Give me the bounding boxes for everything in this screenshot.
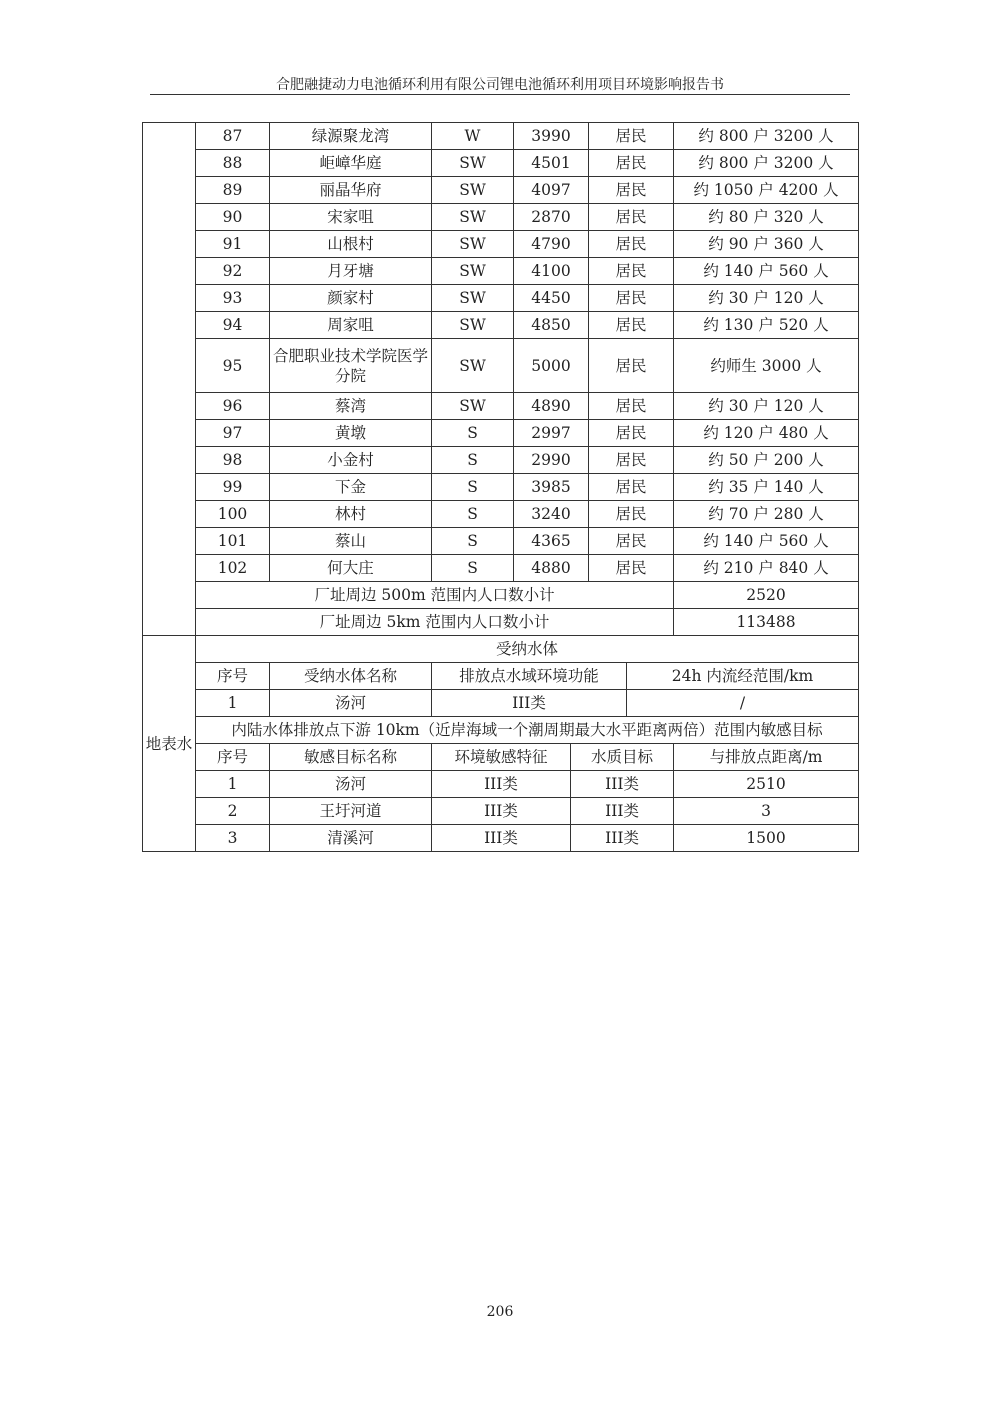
name-cell: 岠嶂华庭 xyxy=(270,150,432,177)
table-cell: III类 xyxy=(571,771,674,798)
header-rule xyxy=(150,94,850,95)
distance-cell: 4890 xyxy=(514,393,589,420)
resident-row xyxy=(143,420,859,447)
type-cell: 居民 xyxy=(589,285,674,312)
seq-cell: 98 xyxy=(196,447,270,474)
type-cell: 居民 xyxy=(589,528,674,555)
name-cell: 下金 xyxy=(270,474,432,501)
population-cell: 约 210 户 840 人 xyxy=(674,555,859,582)
resident-row xyxy=(143,285,859,312)
table-cell: III类 xyxy=(571,798,674,825)
header-cell: 24h 内流经范围/km xyxy=(627,663,859,690)
resident-row xyxy=(143,231,859,258)
type-cell: 居民 xyxy=(589,177,674,204)
direction-cell: S xyxy=(432,447,514,474)
resident-row xyxy=(143,528,859,555)
type-cell: 居民 xyxy=(589,474,674,501)
category-cell xyxy=(143,123,196,636)
distance-cell: 2870 xyxy=(514,204,589,231)
direction-cell: SW xyxy=(432,204,514,231)
table-cell: 2510 xyxy=(674,771,859,798)
type-cell: 居民 xyxy=(589,123,674,150)
seq-cell: 96 xyxy=(196,393,270,420)
type-cell: 居民 xyxy=(589,231,674,258)
table-cell: 3 xyxy=(674,798,859,825)
population-cell: 约 140 户 560 人 xyxy=(674,258,859,285)
direction-cell: S xyxy=(432,501,514,528)
table-cell: 1 xyxy=(196,690,270,717)
population-cell: 约 140 户 560 人 xyxy=(674,528,859,555)
receiving-row xyxy=(143,690,859,717)
seq-cell: 95 xyxy=(196,339,270,393)
header-cell: 环境敏感特征 xyxy=(432,744,571,771)
resident-row xyxy=(143,393,859,420)
type-cell: 居民 xyxy=(589,150,674,177)
table-cell: 1500 xyxy=(674,825,859,852)
seq-cell: 92 xyxy=(196,258,270,285)
subtotal-value: 2520 xyxy=(674,582,859,609)
resident-row xyxy=(143,501,859,528)
header-cell: 序号 xyxy=(196,663,270,690)
subtotal-label: 厂址周边 5km 范围内人口数小计 xyxy=(196,609,674,636)
population-cell: 约 50 户 200 人 xyxy=(674,447,859,474)
distance-cell: 4880 xyxy=(514,555,589,582)
table-cell: 汤河 xyxy=(270,690,432,717)
section-row xyxy=(143,636,859,663)
seq-cell: 88 xyxy=(196,150,270,177)
name-cell: 周家咀 xyxy=(270,312,432,339)
subtotal-row xyxy=(143,609,859,636)
name-cell: 月牙塘 xyxy=(270,258,432,285)
direction-cell: S xyxy=(432,420,514,447)
resident-row xyxy=(143,150,859,177)
table-cell: 清溪河 xyxy=(270,825,432,852)
direction-cell: SW xyxy=(432,150,514,177)
seq-cell: 89 xyxy=(196,177,270,204)
type-cell: 居民 xyxy=(589,312,674,339)
direction-cell: SW xyxy=(432,258,514,285)
name-cell: 绿源聚龙湾 xyxy=(270,123,432,150)
table-cell: III类 xyxy=(432,690,627,717)
distance-cell: 4097 xyxy=(514,177,589,204)
seq-cell: 90 xyxy=(196,204,270,231)
population-cell: 约 30 户 120 人 xyxy=(674,393,859,420)
direction-cell: SW xyxy=(432,312,514,339)
subtotal-row xyxy=(143,582,859,609)
distance-cell: 2997 xyxy=(514,420,589,447)
seq-cell: 99 xyxy=(196,474,270,501)
seq-cell: 102 xyxy=(196,555,270,582)
page-number: 206 xyxy=(486,1304,514,1320)
type-cell: 居民 xyxy=(589,447,674,474)
distance-cell: 2990 xyxy=(514,447,589,474)
resident-row xyxy=(143,474,859,501)
name-cell: 山根村 xyxy=(270,231,432,258)
sensitive-targets-table xyxy=(142,122,859,852)
population-cell: 约 30 户 120 人 xyxy=(674,285,859,312)
name-cell: 蔡湾 xyxy=(270,393,432,420)
header-cell: 水质目标 xyxy=(571,744,674,771)
name-cell: 丽晶华府 xyxy=(270,177,432,204)
distance-cell: 4365 xyxy=(514,528,589,555)
population-cell: 约 70 户 280 人 xyxy=(674,501,859,528)
table-cell: III类 xyxy=(432,798,571,825)
table-cell: III类 xyxy=(571,825,674,852)
seq-cell: 93 xyxy=(196,285,270,312)
direction-cell: S xyxy=(432,555,514,582)
resident-row xyxy=(143,123,859,150)
population-cell: 约 800 户 3200 人 xyxy=(674,150,859,177)
resident-row xyxy=(143,339,859,393)
table-cell: 1 xyxy=(196,771,270,798)
population-cell: 约 90 户 360 人 xyxy=(674,231,859,258)
subtotal-label: 厂址周边 500m 范围内人口数小计 xyxy=(196,582,674,609)
name-cell: 合肥职业技术学院医学分院 xyxy=(270,339,432,393)
seq-cell: 91 xyxy=(196,231,270,258)
header-cell: 敏感目标名称 xyxy=(270,744,432,771)
seq-cell: 97 xyxy=(196,420,270,447)
distance-cell: 5000 xyxy=(514,339,589,393)
population-cell: 约师生 3000 人 xyxy=(674,339,859,393)
type-cell: 居民 xyxy=(589,555,674,582)
type-cell: 居民 xyxy=(589,501,674,528)
direction-cell: S xyxy=(432,528,514,555)
population-cell: 约 130 户 520 人 xyxy=(674,312,859,339)
surface-water-label: 地表水 xyxy=(143,636,196,852)
direction-cell: SW xyxy=(432,285,514,312)
population-cell: 约 800 户 3200 人 xyxy=(674,123,859,150)
population-cell: 约 35 户 140 人 xyxy=(674,474,859,501)
resident-row xyxy=(143,447,859,474)
table-cell: / xyxy=(627,690,859,717)
header-row xyxy=(143,744,859,771)
table-cell: 王圩河道 xyxy=(270,798,432,825)
table-cell: III类 xyxy=(432,771,571,798)
name-cell: 林村 xyxy=(270,501,432,528)
sensitive-row xyxy=(143,771,859,798)
section-title: 内陆水体排放点下游 10km（近岸海域一个潮周期最大水平距离两倍）范围内敏感目标 xyxy=(196,717,859,744)
distance-cell: 4850 xyxy=(514,312,589,339)
name-cell: 小金村 xyxy=(270,447,432,474)
resident-row xyxy=(143,204,859,231)
seq-cell: 101 xyxy=(196,528,270,555)
section-title: 受纳水体 xyxy=(196,636,859,663)
type-cell: 居民 xyxy=(589,258,674,285)
distance-cell: 4100 xyxy=(514,258,589,285)
header-cell: 受纳水体名称 xyxy=(270,663,432,690)
running-header: 合肥融捷动力电池循环利用有限公司锂电池循环利用项目环境影响报告书 xyxy=(276,77,724,93)
name-cell: 宋家咀 xyxy=(270,204,432,231)
header-cell: 与排放点距离/m xyxy=(674,744,859,771)
name-cell: 颜家村 xyxy=(270,285,432,312)
sensitive-row xyxy=(143,825,859,852)
type-cell: 居民 xyxy=(589,339,674,393)
direction-cell: SW xyxy=(432,393,514,420)
type-cell: 居民 xyxy=(589,204,674,231)
distance-cell: 4790 xyxy=(514,231,589,258)
population-cell: 约 120 户 480 人 xyxy=(674,420,859,447)
resident-row xyxy=(143,258,859,285)
population-cell: 约 1050 户 4200 人 xyxy=(674,177,859,204)
distance-cell: 3240 xyxy=(514,501,589,528)
direction-cell: S xyxy=(432,474,514,501)
distance-cell: 4450 xyxy=(514,285,589,312)
distance-cell: 3985 xyxy=(514,474,589,501)
direction-cell: SW xyxy=(432,339,514,393)
direction-cell: SW xyxy=(432,177,514,204)
table-cell: 3 xyxy=(196,825,270,852)
sensitive-row xyxy=(143,798,859,825)
section-row xyxy=(143,717,859,744)
table-cell: 2 xyxy=(196,798,270,825)
table-cell: III类 xyxy=(432,825,571,852)
header-cell: 序号 xyxy=(196,744,270,771)
type-cell: 居民 xyxy=(589,420,674,447)
name-cell: 黄墩 xyxy=(270,420,432,447)
direction-cell: W xyxy=(432,123,514,150)
seq-cell: 100 xyxy=(196,501,270,528)
subtotal-value: 113488 xyxy=(674,609,859,636)
seq-cell: 94 xyxy=(196,312,270,339)
resident-row xyxy=(143,312,859,339)
header-cell: 排放点水域环境功能 xyxy=(432,663,627,690)
distance-cell: 4501 xyxy=(514,150,589,177)
resident-row xyxy=(143,177,859,204)
name-cell: 蔡山 xyxy=(270,528,432,555)
seq-cell: 87 xyxy=(196,123,270,150)
population-cell: 约 80 户 320 人 xyxy=(674,204,859,231)
header-row xyxy=(143,663,859,690)
name-cell: 何大庄 xyxy=(270,555,432,582)
type-cell: 居民 xyxy=(589,393,674,420)
direction-cell: SW xyxy=(432,231,514,258)
table-cell: 汤河 xyxy=(270,771,432,798)
distance-cell: 3990 xyxy=(514,123,589,150)
resident-row xyxy=(143,555,859,582)
